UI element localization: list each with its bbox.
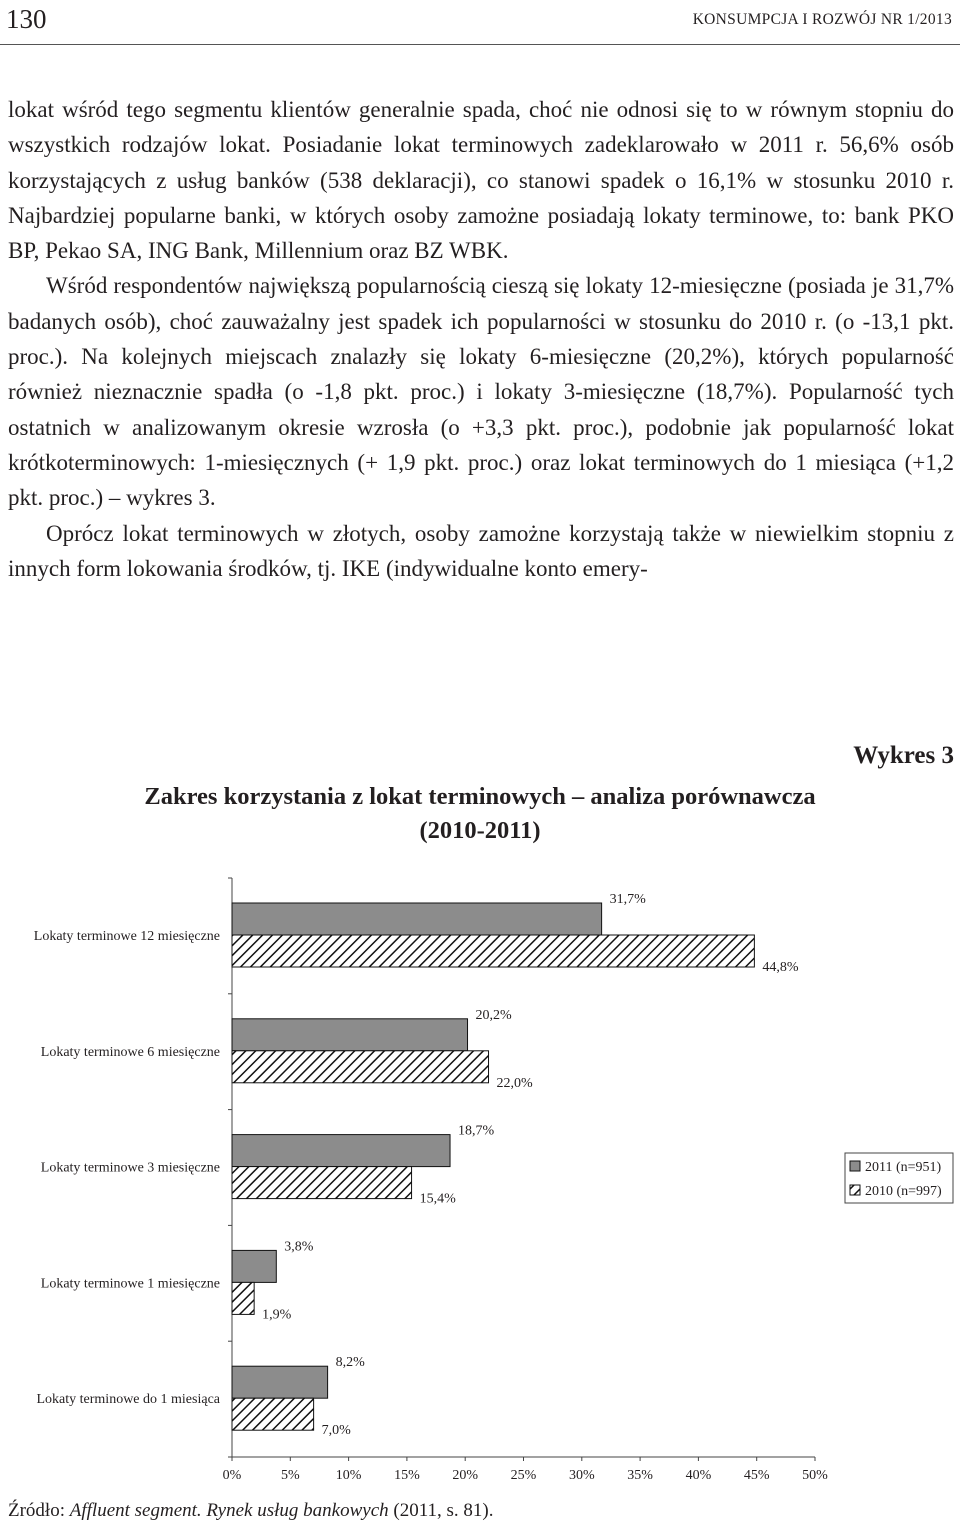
- data-label: 20,2%: [475, 1007, 512, 1023]
- bar-2010: [232, 1398, 314, 1430]
- legend-label: 2011 (n=951): [865, 1160, 942, 1175]
- running-head: KONSUMPCJA I ROZWÓJ NR 1/2013: [692, 11, 952, 28]
- x-tick-label: 25%: [510, 1468, 537, 1483]
- data-label: 18,7%: [458, 1123, 495, 1139]
- x-tick-label: 45%: [743, 1468, 770, 1483]
- data-label: 22,0%: [496, 1075, 533, 1091]
- source-prefix: Źródło:: [8, 1500, 70, 1521]
- paragraph: lokat wśród tego segmentu klientów generalnie spada, choć nie odnosi się to w równym stopniu do wszystkich rodzajów lokat. Posiadanie lokat terminowych zadeklarowało w 2011 r. 56,6% osób korzystających z usług banków (538 deklaracji), co stanowi spadek o 16,1% w stosunku 2010 r. Najbardziej popularne banki, w których osoby zamożne posiadają lokaty terminowe, to: bank PKO BP, Pekao SA, ING Bank, Millennium oraz BZ WBK.: [8, 97, 954, 264]
- chart-title: [40, 780, 920, 848]
- x-tick-label: 35%: [627, 1468, 653, 1483]
- bar-2011: [232, 903, 602, 935]
- x-tick-label: 20%: [452, 1468, 479, 1483]
- bar-2011: [232, 1135, 450, 1167]
- bar-2011: [232, 1366, 328, 1398]
- paragraph: Wśród respondentów największą popularnością cieszą się lokaty 12-miesięczne (posiada je 31,7% badanych osób), choć zauważalny jest spadek ich popularności w stosunku do 2010 r. (o -13,1 pkt. proc.). Na kolejnych miejscach znalazły się lokaty 6-miesięczne (20,2%), których popularność również nieznacznie spadła (o -1,8 pkt. proc.) i lokaty 3-miesięczne (18,7%). Popularność tych ostatnich w analizowanym okresie wzrosła (o +3,3 pkt. proc.), podobnie jak popularność lokat krótkoterminowych: 1-miesięcznych (+ 1,9 pkt. proc.) oraz lokat terminowych do 1 miesiąca (+1,2 pkt. proc.) – wykres 3.: [8, 273, 954, 511]
- category-label: Lokaty terminowe do 1 miesiąca: [36, 1392, 220, 1408]
- bar-2010: [232, 935, 754, 967]
- bar-2010: [232, 1167, 412, 1199]
- body-text: [8, 92, 954, 586]
- source-title: Affluent segment. Rynek usług bankowych: [69, 1500, 389, 1521]
- x-tick-label: 10%: [335, 1468, 362, 1483]
- data-label: 3,8%: [284, 1239, 314, 1255]
- paragraph: Oprócz lokat terminowych w złotych, osoby zamożne korzystają także w niewielkim stopniu z innych form lokowania środków, tj. IKE (indywidualne konto emery-: [8, 520, 954, 581]
- data-label: 1,9%: [262, 1307, 292, 1323]
- header-divider: [0, 44, 960, 45]
- data-label: 31,7%: [609, 892, 646, 907]
- data-label: 44,8%: [762, 960, 799, 975]
- category-label: Lokaty terminowe 6 miesięczne: [40, 1044, 220, 1060]
- chart-title-line: (2010-2011): [419, 817, 541, 844]
- page-number: 130: [6, 4, 47, 34]
- category-label: Lokaty terminowe 3 miesięczne: [40, 1160, 220, 1176]
- bar-2010: [232, 1051, 489, 1083]
- legend-swatch-2011: [850, 1161, 860, 1171]
- x-tick-label: 5%: [280, 1468, 300, 1483]
- category-label: Lokaty terminowe 1 miesięczne: [40, 1276, 220, 1292]
- x-tick-label: 50%: [802, 1468, 828, 1483]
- category-label: Lokaty terminowe 12 miesięczne: [33, 929, 220, 944]
- bar-chart: [0, 860, 960, 1495]
- source-suffix: (2011, s. 81).: [388, 1500, 494, 1521]
- bar-2011: [232, 1250, 276, 1282]
- x-tick-label: 0%: [222, 1468, 242, 1483]
- bar-2011: [232, 1019, 468, 1051]
- legend-swatch-2010: [850, 1185, 860, 1195]
- bar-2010: [232, 1282, 254, 1314]
- x-tick-label: 40%: [685, 1468, 712, 1483]
- data-label: 8,2%: [335, 1355, 365, 1371]
- data-label: 7,0%: [321, 1423, 351, 1439]
- x-tick-label: 30%: [568, 1468, 595, 1483]
- source-note: [8, 1500, 493, 1522]
- chart-title-line: Zakres korzystania z lokat terminowych – analiza porównawcza: [144, 783, 816, 810]
- legend-label: 2010 (n=997): [865, 1184, 942, 1199]
- figure-label: Wykres 3: [853, 742, 954, 769]
- data-label: 15,4%: [419, 1191, 456, 1207]
- x-tick-label: 15%: [394, 1468, 420, 1483]
